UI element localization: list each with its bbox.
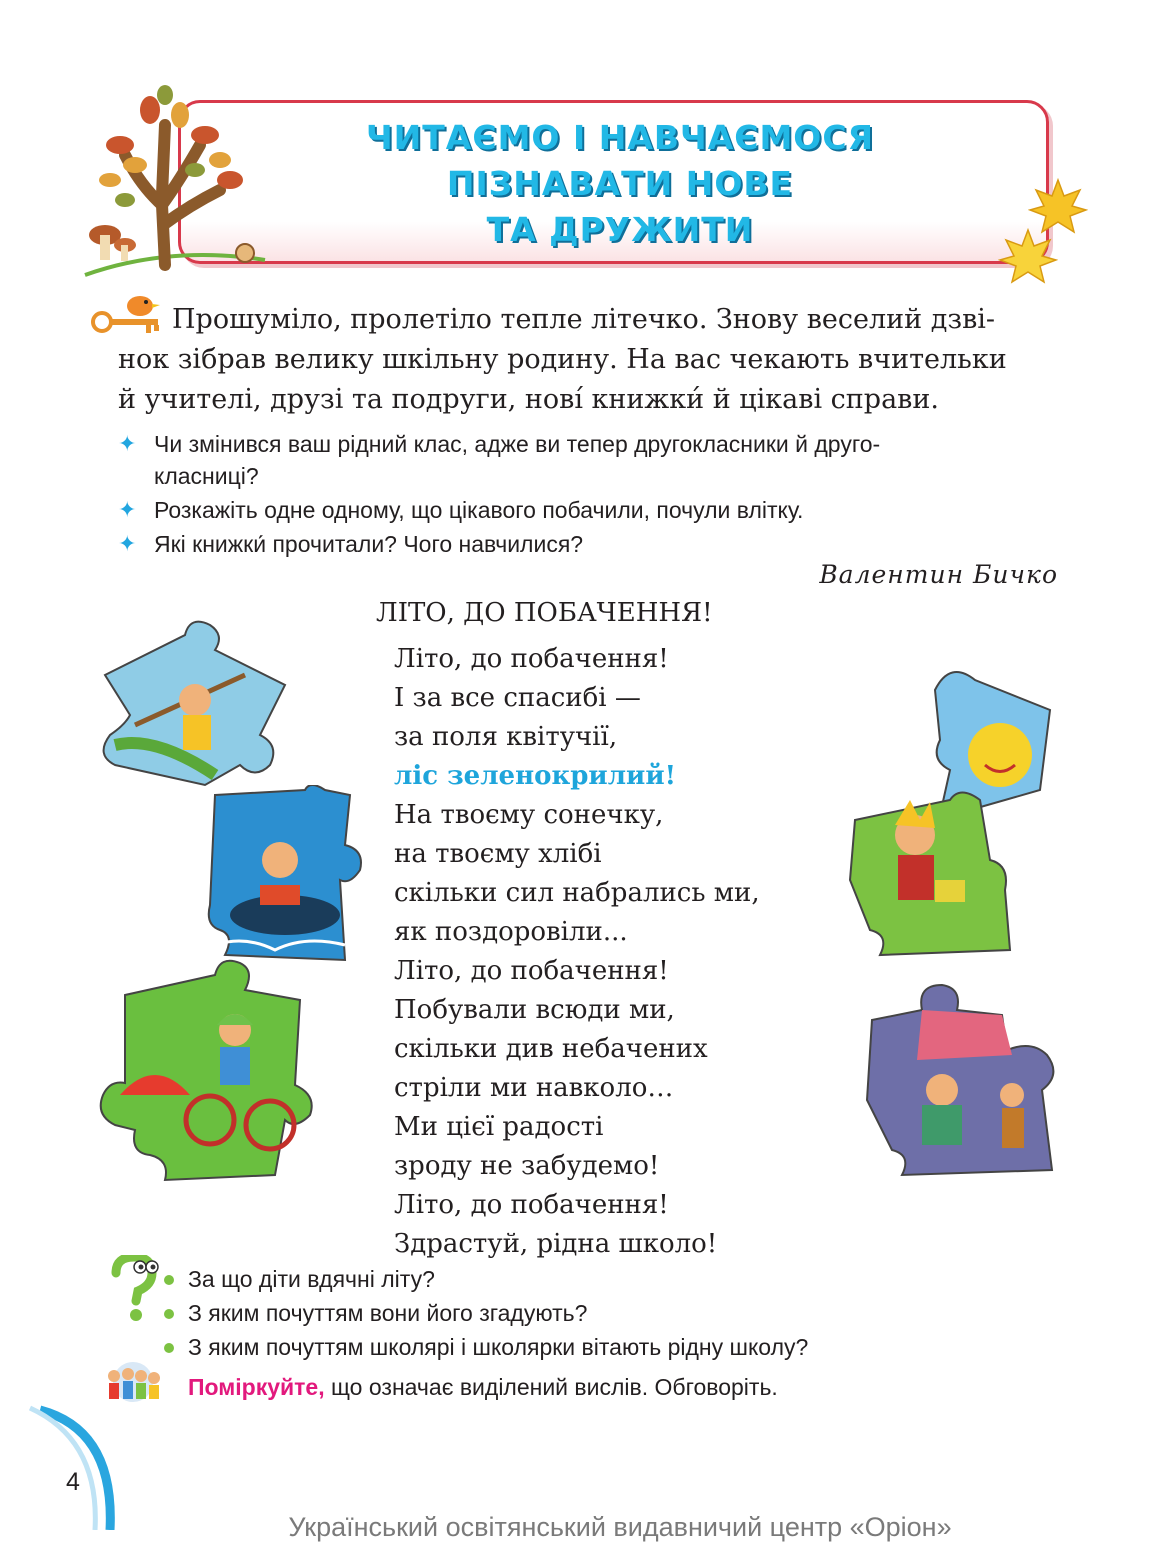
puzzle-piece-icon: [862, 980, 1072, 1180]
star-bullet-icon: ✦: [118, 431, 137, 456]
list-item: ✦ Чи змінився ваш рідний клас, адже ви тепер другокласники й друго- класниці?: [118, 428, 1068, 492]
poem-line: Літо, до побачення!: [394, 644, 669, 674]
page-corner-arc: [0, 1400, 130, 1530]
puzzle-piece-icon: [205, 785, 365, 965]
poem-line: скільки див небачених: [394, 1034, 708, 1064]
poem-line: стріли ми навколо…: [394, 1073, 674, 1103]
poem-body: [394, 640, 834, 1264]
intro-line: Прошуміло, пролетіло тепле літечко. Знову веселий дзві-: [172, 304, 996, 335]
title-line-3: ТА ДРУЖИТИ: [486, 210, 754, 249]
bullet-dot-icon: [164, 1343, 174, 1353]
list-item: З яким почуттям школярі і школярки вітають рідну школу?: [160, 1330, 1060, 1364]
poem-author: Валентин Бичко: [819, 560, 1058, 589]
title-line-2: ПІЗНАВАТИ НОВЕ: [446, 164, 794, 203]
poem-line: як поздоровіли...: [394, 917, 628, 947]
page-number: 4: [66, 1468, 80, 1496]
intro-line: й учителі, друзі та подруги, нові́ книжки́ й цікаві справи.: [118, 384, 939, 415]
think-instruction: [188, 1374, 778, 1401]
list-item: ✦ Розкажіть одне одному, що цікавого побачили, почули влітку.: [118, 494, 1068, 526]
publisher-footer: Український освітянський видавничий центр «Оріон»: [288, 1512, 952, 1542]
poem-line: І за все спасибі —: [394, 683, 641, 713]
tree-icon: [80, 85, 270, 280]
think-emphasis: Поміркуйте,: [188, 1374, 325, 1400]
questions-list: [160, 1262, 1060, 1364]
list-item: За що діти вдячні літу?: [160, 1262, 1060, 1296]
poem-line-highlighted: ліс зеленокрилий!: [394, 761, 677, 791]
poem-line: Ми цієї радості: [394, 1112, 604, 1142]
poem-line: зроду не забудемо!: [394, 1151, 660, 1181]
poem-line: На твоєму сонечку,: [394, 800, 664, 830]
poem-line: Літо, до побачення!: [394, 1190, 669, 1220]
bullet-dot-icon: [164, 1275, 174, 1285]
star-bullet-icon: ✦: [118, 531, 137, 556]
poem-line: Здрастуй, рідна школо!: [394, 1229, 718, 1259]
puzzle-piece-icon: [95, 615, 315, 790]
discussion-bullets: [118, 428, 1068, 562]
puzzle-piece-icon: [840, 650, 1065, 965]
question-mark-icon: [106, 1255, 161, 1325]
poem-line: за поля квітучії,: [394, 722, 618, 752]
think-text: що означає виділений вислів. Обговоріть.: [324, 1374, 778, 1400]
list-item: З яким почуттям вони його згадують?: [160, 1296, 1060, 1330]
page-title: [260, 115, 980, 253]
list-item: ✦ Які книжки́ прочитали? Чого навчилися?: [118, 528, 1068, 560]
star-bullet-icon: ✦: [118, 497, 137, 522]
poem-line: Побували всюди ми,: [394, 995, 675, 1025]
title-line-1: ЧИТАЄМО І НАВЧАЄМОСЯ: [366, 118, 874, 157]
puzzle-piece-icon: [95, 955, 320, 1185]
bullet-dot-icon: [164, 1309, 174, 1319]
intro-line: нок зібрав велику шкільну родину. На вас чекають вчительки: [118, 344, 1007, 375]
poem-title: ЛІТО, ДО ПОБАЧЕННЯ!: [376, 598, 713, 628]
poem-line: Літо, до побачення!: [394, 956, 669, 986]
maple-leaf-icon: [998, 228, 1058, 288]
poem-line: скільки сил набрались ми,: [394, 878, 760, 908]
poem-line: на твоєму хлібі: [394, 839, 602, 869]
intro-paragraph: [118, 300, 1048, 420]
